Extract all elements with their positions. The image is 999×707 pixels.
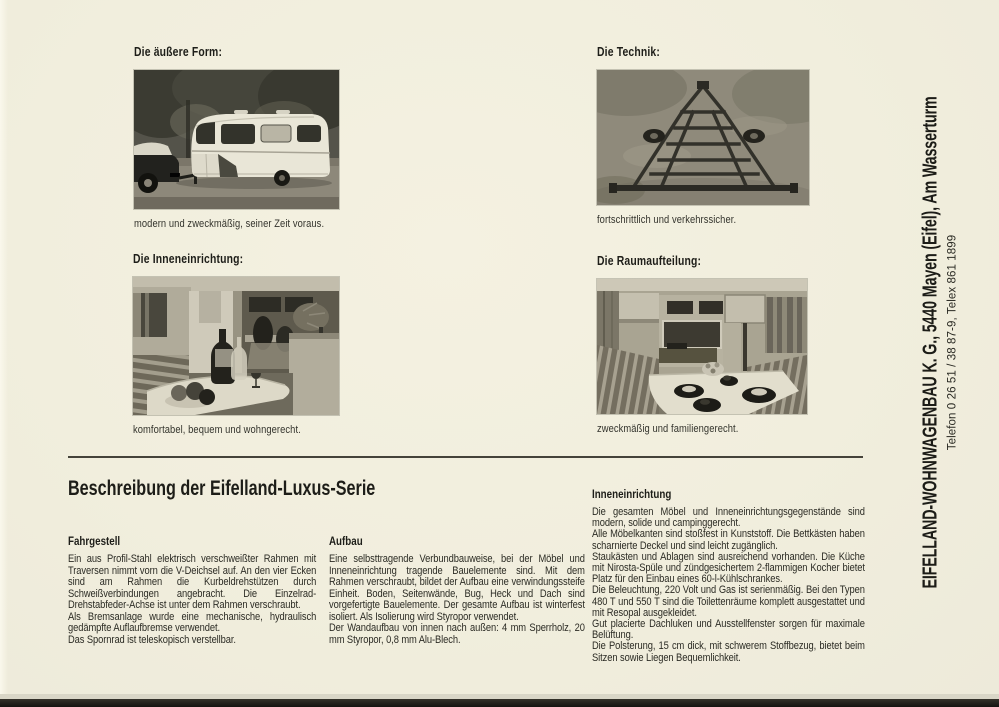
paragraph: Der Wandaufbau von innen nach außen: 4 mm Sperrholz, 20 mm Styropor, 0,8 mm Alu-Blech.	[329, 622, 585, 646]
paragraph: Eine selbsttragende Verbundbauweise, bei der Möbel und Inneneinrichtung tragende Bauelemente sind. Mit dem Rahmen verschraubt, bildet der Aufbau eine verwindungssteife Einheit. Boden, Seitenwände, Bug, Heck und Dach sind vorgefertigte Bauelemente. Der gesamte Aufbau ist winterfest isoliert. Als Isolierung wird Styropor verwendet.	[329, 553, 585, 623]
company-contact: Telefon 0 26 51 / 38 87-9, Telex 861 1899	[946, 234, 959, 451]
photo-caption-inneneinrichtung: komfortabel, bequem und wohngerecht.	[133, 424, 301, 436]
photo-caption-exterior: modern und zweckmäßig, seiner Zeit voraus.	[134, 218, 325, 230]
scan-edge-bottom-dark	[0, 699, 999, 707]
chassis-frame-photo	[597, 70, 809, 205]
column-heading-fahrgestell: Fahrgestell	[68, 536, 121, 548]
column-inneneinrichtung	[592, 489, 913, 664]
figure-raumaufteilung	[597, 253, 807, 435]
column-aufbau	[329, 536, 630, 646]
company-sidebar	[920, 93, 959, 593]
figure-technik	[597, 44, 809, 226]
room-layout-photo	[597, 279, 807, 414]
photo-heading-exterior: Die äußere Form:	[134, 44, 223, 59]
paragraph: Das Spornrad ist teleskopisch verstellbar.	[68, 633, 236, 646]
photo-caption-raumaufteilung: zweckmäßig und familiengerecht.	[597, 423, 739, 435]
paragraph: Die gesamten Möbel und Inneneinrichtungsgegenstände sind modern, solide und campinggerecht.	[592, 506, 865, 530]
paragraph: Ein aus Profil-Stahl elektrisch verschweißter Rahmen mit Traversen nimmt vorn die V-Deichsel auf. An den vier Ecken sind am Rahmen die Kurbeldrehstützen durch Schweißverbindungen angebracht. Die Einzelrad-Drehstabfeder-Achse ist unter dem Rahmen verschraubt.	[68, 553, 317, 611]
interior-photo	[133, 277, 339, 415]
figure-inneneinrichtung	[133, 251, 339, 436]
paragraph: Die Polsterung, 15 cm dick, mit schwerem Stoffbezug, bietet beim Sitzen sowie Liegen Bequemlichkeit.	[592, 640, 865, 664]
paragraph: Alle Möbelkanten sind stoßfest in Kunststoff. Die Bettkästen haben scharnierte Deckel und sind leicht zugänglich.	[592, 528, 865, 552]
figure-exterior	[134, 44, 339, 230]
photo-heading-technik: Die Technik:	[597, 44, 660, 59]
paragraph: Staukästen und Ablagen sind ausreichend vorhanden. Die Küche mit Nirosta-Spüle und zündgesichertem 2-flammigen Kocher bietet Platz für den Einbau eines 60-l-Kühlschrankes.	[592, 550, 865, 586]
scan-edge-left	[0, 0, 8, 707]
photo-heading-inneneinrichtung: Die Inneneinrichtung:	[133, 251, 244, 266]
paragraph: Gut placierte Dachluken und Ausstellfenster sorgen für maximale Belüftung.	[592, 618, 865, 642]
paragraph: Als Bremsanlage wurde eine mechanische, hydraulisch gedämpfte Auflaufbremse verwendet.	[68, 610, 317, 634]
section-divider	[68, 456, 863, 458]
column-heading-inneneinrichtung: Inneneinrichtung	[592, 489, 672, 501]
paragraph: Die Beleuchtung, 220 Volt und Gas ist serienmäßig. Bei den Typen 480 T und 550 T sind die Toilettenräume komplett ausgestattet und mit Resopal ausgekleidet.	[592, 584, 865, 619]
column-fahrgestell	[68, 536, 360, 646]
photo-heading-raumaufteilung: Die Raumaufteilung:	[597, 253, 702, 268]
caravan-exterior-photo	[134, 70, 339, 209]
company-name: EIFELLAND-WOHNWAGENBAU K. G., 5440 Mayen (Eifel), Am Wasserturm	[919, 96, 942, 589]
photo-caption-technik: fortschrittlich und verkehrssicher.	[597, 214, 737, 226]
description-title: Beschreibung der Eifelland-Luxus-Serie	[68, 477, 376, 500]
column-heading-aufbau: Aufbau	[329, 536, 363, 548]
